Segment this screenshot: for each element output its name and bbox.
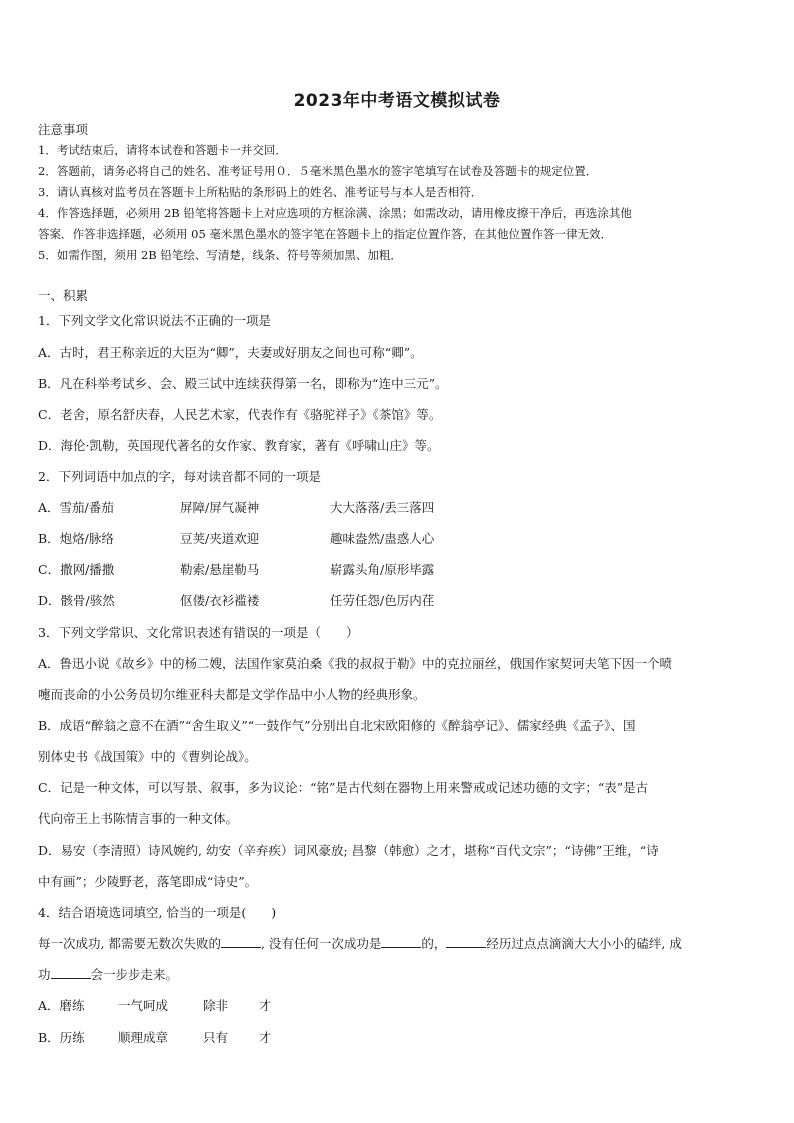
q4-b-col4: 才 — [259, 1030, 272, 1045]
q1-stem: 1．下列文学文化常识说法不正确的一项是 — [38, 313, 271, 328]
q3-line: D．易安（李清照）诗风婉约, 幼安（辛弃疾）词风豪放; 昌黎（韩愈）之才，堪称“百代文宗”；“诗佛”王维，“诗 — [38, 843, 659, 858]
notice-item: 2．答题前，请务必将自己的姓名、准考证号用０．５毫米黑色墨水的签字笔填写在试卷及答题卡的规定位置． — [38, 164, 598, 178]
q4-sentence-line1 — [38, 936, 682, 952]
notice-item: 答案．作答非选择题，必须用 05 毫米黑色墨水的签字笔在答题卡上的指定位置作答，在其他位置作答一律无效． — [38, 227, 612, 241]
q2-c-col3: 崭露头角/原形毕露 — [330, 562, 435, 577]
notice-item: 3．请认真核对监考员在答题卡上所粘贴的条形码上的姓名、准考证号与本人是否相符． — [38, 185, 483, 199]
q2-d-col3: 任劳任怨/色厉内荏 — [330, 593, 435, 608]
q1-option-b: B．凡在科举考试乡、会、殿三试中连续获得第一名，即称为“连中三元”。 — [38, 376, 448, 391]
q4-text: , 没有任何一次成功是 — [260, 936, 382, 951]
q4-b-col1: B．历练 — [38, 1030, 85, 1045]
q3-line: 中有画”；少陵野老，落笔即成“诗史”。 — [38, 874, 258, 889]
q4-a-col1: A．磨练 — [38, 998, 85, 1013]
q2-d-col1: D．骸骨/骇然 — [38, 593, 115, 608]
q2-a-col2: 屏障/屏气凝神 — [180, 500, 260, 515]
q2-c-col1: C．撒网/播撒 — [38, 562, 115, 577]
q3-line: A．鲁迅小说《故乡》中的杨二嫂，法国作家莫泊桑《我的叔叔于勒》中的克拉丽丝，俄国作家契诃夫笔下因一个喷 — [38, 656, 673, 671]
q3-line: B．成语“醉翁之意不在酒”“舍生取义”“一鼓作气”分别出自北宋欧阳修的《醉翁亭记》、儒家经典《孟子》、国 — [38, 718, 636, 733]
notice-item: 4．作答选择题，必须用 2B 铅笔将答题卡上对应选项的方框涂满、涂黑；如需改动，请用橡皮擦干净后，再选涂其他 — [38, 206, 632, 220]
q4-sentence-line2 — [38, 967, 178, 983]
q4-a-col3: 除非 — [203, 998, 229, 1013]
q1-option-a: A．古时，君王称亲近的大臣为“卿”，夫妻或好朋友之间也可称“卿”。 — [38, 345, 423, 360]
q4-b-col2: 顺理成章 — [118, 1030, 169, 1045]
q2-a-col3: 大大落落/丢三落四 — [330, 500, 435, 515]
notice-heading: 注意事项 — [38, 122, 89, 137]
q4-text: 每一次成功, 都需要无数次失败的 — [38, 936, 221, 951]
section-heading: 一、积累 — [38, 288, 89, 303]
notice-item: 1．考试结束后，请将本试卷和答题卡一并交回． — [38, 143, 287, 157]
answer-blank — [381, 936, 421, 948]
q1-option-c: C．老舍，原名舒庆春，人民艺术家，代表作有《骆驼祥子》《茶馆》等。 — [38, 407, 442, 422]
q1-option-d: D．海伦·凯勒，英国现代著名的女作家、教育家，著有《呼啸山庄》等。 — [38, 438, 440, 453]
q3-line: C．记是一种文体，可以写景、叙事，多为议论：“铭”是古代刻在器物上用来警戒或记述功德的文字；“表”是古 — [38, 780, 649, 795]
q4-text: 的， — [421, 936, 447, 951]
q4-stem: 4．结合语境选词填空, 恰当的一项是( ) — [38, 905, 277, 920]
q2-b-col1: B．炮烙/脉络 — [38, 531, 114, 546]
q2-b-col2: 豆荚/夹道欢迎 — [180, 531, 260, 546]
answer-blank — [221, 936, 261, 948]
q2-d-col2: 伛偻/衣衫褴褛 — [180, 593, 260, 608]
q2-a-col1: A．雪茄/番茄 — [38, 500, 114, 515]
q4-a-col4: 才 — [259, 998, 272, 1013]
q4-text: 会一步步走来。 — [90, 967, 179, 982]
q4-text: 经历过点点滴滴大大小小的磕绊, 成 — [486, 936, 682, 951]
q3-stem: 3．下列文学常识、文化常识表述有错误的一项是（ ） — [38, 625, 359, 640]
q4-text: 功 — [38, 967, 51, 982]
q4-b-col3: 只有 — [203, 1030, 229, 1045]
page-title: 2023年中考语文模拟试卷 — [293, 91, 501, 111]
q3-line: 嚏而丧命的小公务员切尔维亚科夫都是文学作品中小人物的经典形象。 — [38, 687, 426, 702]
answer-blank — [446, 936, 486, 948]
q2-b-col3: 趣味盎然/蛊惑人心 — [330, 531, 435, 546]
answer-blank — [51, 967, 91, 979]
notice-item: 5．如需作图，须用 2B 铅笔绘、写清楚，线条、符号等须加黑、加粗． — [38, 248, 402, 262]
q3-line: 代向帝王上书陈情言事的一种文体。 — [38, 811, 239, 826]
q4-a-col2: 一气呵成 — [118, 998, 169, 1013]
q3-line: 别体史书《战国策》中的《曹刿论战》。 — [38, 749, 257, 764]
q2-c-col2: 勒索/悬崖勒马 — [180, 562, 260, 577]
q2-stem: 2．下列词语中加点的字，每对读音都不同的一项是 — [38, 469, 321, 484]
